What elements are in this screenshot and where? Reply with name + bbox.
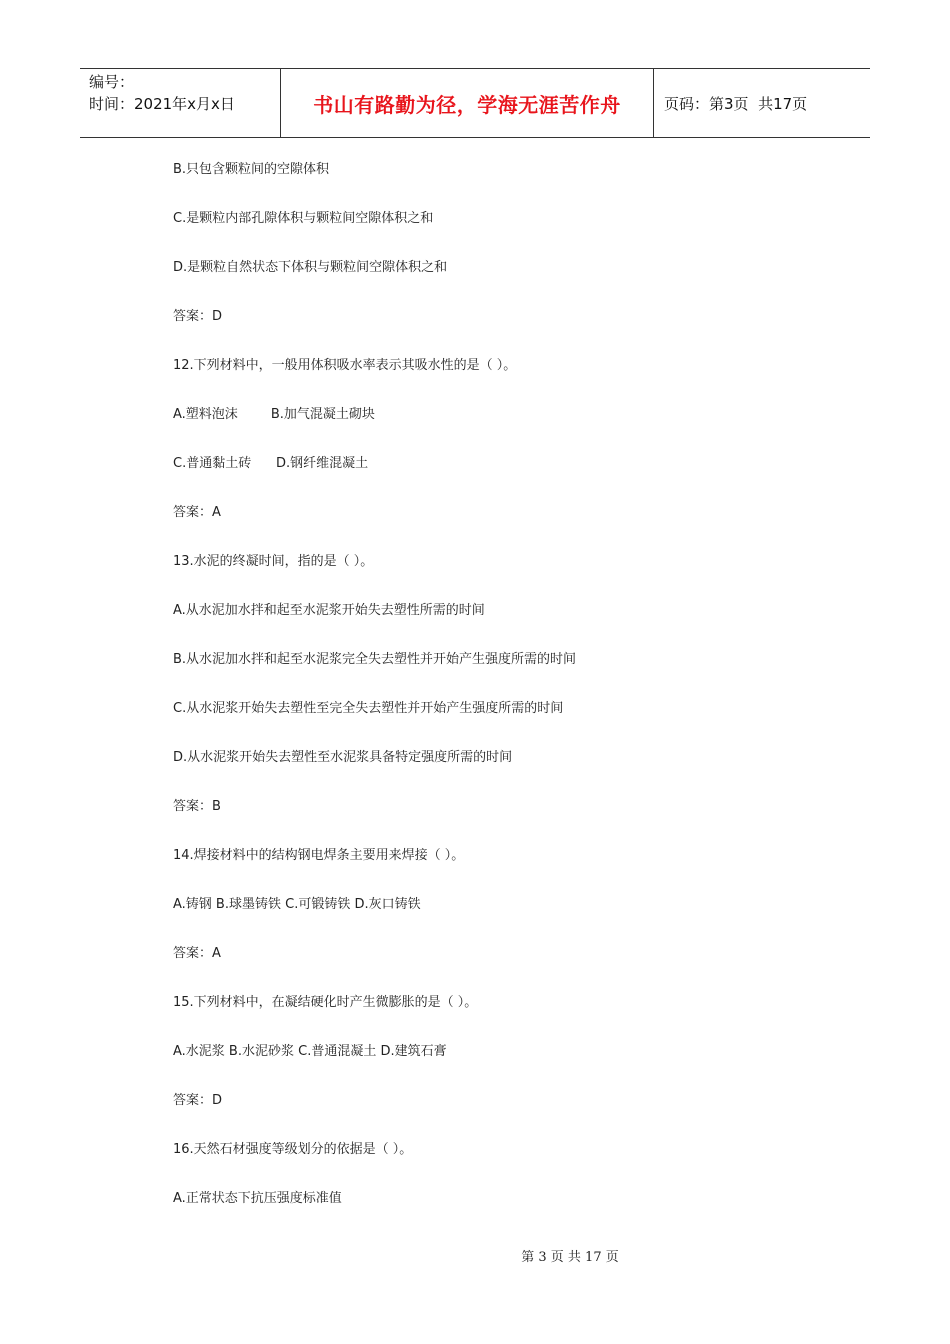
text-line: B.只包含颗粒间的空隙体积	[173, 162, 330, 177]
option-line: A.从水泥加水拌和起至水泥浆开始失去塑性所需的时间	[173, 603, 485, 618]
question-line: 14.焊接材料中的结构钢电焊条主要用来焊接（ ）。	[173, 848, 465, 863]
page-header	[80, 68, 870, 138]
question-line: 12.下列材料中，一般用体积吸水率表示其吸水性的是（ ）。	[173, 358, 517, 373]
answer-line: 答案：A	[173, 946, 221, 961]
header-meta	[80, 69, 281, 137]
text-line: C.是颗粒内部孔隙体积与颗粒间空隙体积之和	[173, 211, 434, 226]
option-line: D.从水泥浆开始失去塑性至水泥浆具备特定强度所需的时间	[173, 750, 513, 765]
answer-line: 答案：D	[173, 309, 223, 324]
header-motto-cell	[281, 69, 654, 137]
option-line: C.普通黏土砖 D.钢纤维混凝土	[173, 456, 369, 471]
header-motto: 书山有路勤为径，学海无涯苦作舟	[313, 92, 621, 117]
option-line: A.水泥浆 B.水泥砂浆 C.普通混凝土 D.建筑石膏	[173, 1044, 447, 1059]
question-line: 16.天然石材强度等级划分的依据是（ ）。	[173, 1142, 413, 1157]
page-footer: 第 3 页 共 17 页	[521, 1250, 619, 1265]
answer-line: 答案：D	[173, 1093, 223, 1108]
question-line: 13.水泥的终凝时间，指的是（ ）。	[173, 554, 374, 569]
text-line: D.是颗粒自然状态下体积与颗粒间空隙体积之和	[173, 260, 448, 275]
option-line: B.从水泥加水拌和起至水泥浆完全失去塑性并开始产生强度所需的时间	[173, 652, 577, 667]
answer-line: 答案：A	[173, 505, 221, 520]
option-line: A.塑料泡沫 B.加气混凝土砌块	[173, 407, 375, 422]
date-line: 时间：2021年x月x日	[89, 95, 235, 113]
question-line: 15.下列材料中，在凝结硬化时产生微膨胀的是（ ）。	[173, 995, 478, 1010]
option-line: C.从水泥浆开始失去塑性至完全失去塑性并开始产生强度所需的时间	[173, 701, 564, 716]
option-line: A.铸钢 B.球墨铸铁 C.可锻铸铁 D.灰口铸铁	[173, 897, 421, 912]
serial-label: 编号：	[89, 73, 135, 91]
answer-line: 答案：B	[173, 799, 221, 814]
header-page-info: 页码：第3页 共17页	[664, 94, 808, 113]
document-body	[173, 155, 833, 1233]
option-line: A.正常状态下抗压强度标准值	[173, 1191, 342, 1206]
